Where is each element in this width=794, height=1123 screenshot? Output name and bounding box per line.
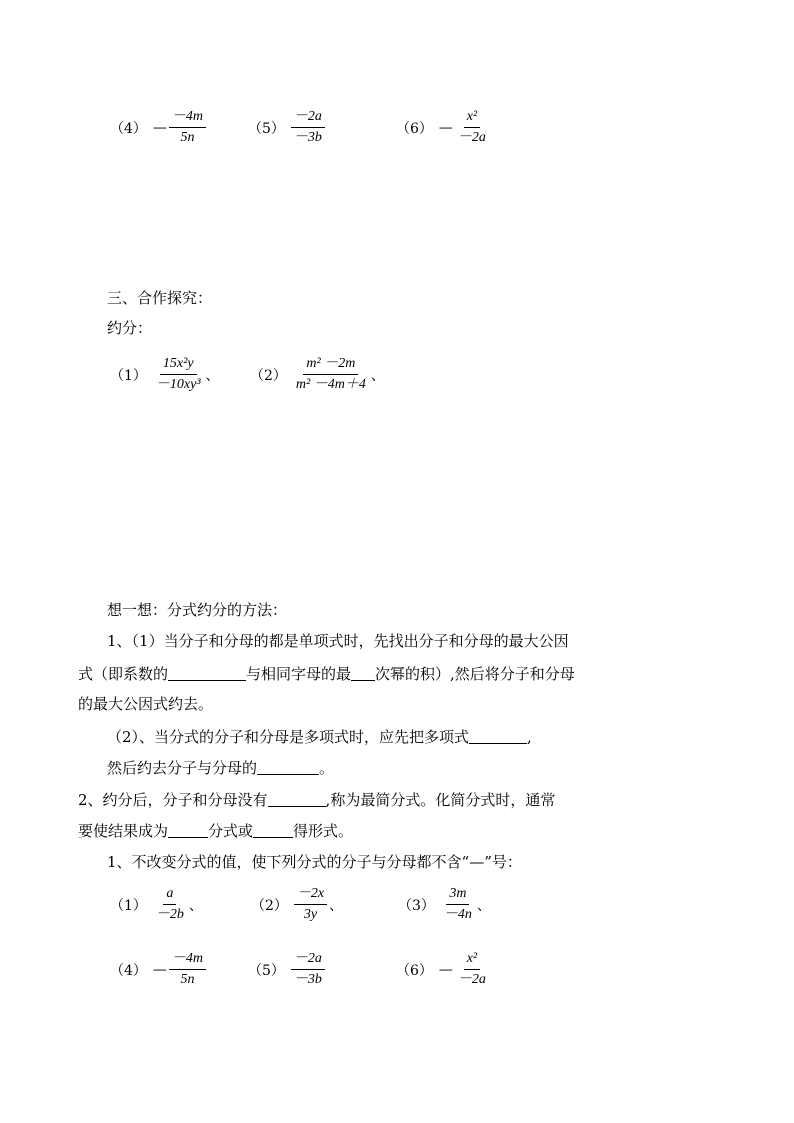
section-heading: 三、合作探究：: [107, 289, 213, 307]
reduce-item-2: [250, 355, 385, 394]
numerator: m² －2m: [303, 355, 358, 375]
text-segment: 次幂的积）,然后将分子和分母: [375, 665, 575, 683]
denominator: m² －4m＋4: [295, 377, 366, 392]
fraction: [293, 355, 369, 394]
numerator: 3m: [446, 885, 469, 905]
denominator: －3b: [293, 130, 322, 145]
numerator: －2a: [291, 950, 325, 970]
numerator: －4m: [169, 950, 206, 970]
negative-sign: —: [152, 961, 167, 978]
section-subheading: 约分：: [107, 319, 153, 337]
text-segment: ,称为最简分式。化简分式时，通常: [325, 791, 556, 809]
item-label: （4）: [110, 962, 147, 979]
method-paragraph-1b: [78, 664, 575, 684]
fraction-item-5: [248, 108, 325, 147]
denominator: 5n: [180, 130, 195, 145]
fill-blank: [469, 729, 527, 744]
fraction: [291, 108, 325, 147]
method-paragraph-2b: [107, 758, 334, 778]
fraction: [153, 355, 204, 394]
fraction: [169, 950, 206, 989]
exercise-item-3: [398, 885, 491, 924]
separator: 、: [329, 897, 344, 914]
numerator: －2a: [291, 108, 325, 128]
exercise-item-5: [248, 950, 325, 989]
fraction: [291, 950, 325, 989]
numerator: x²: [464, 950, 480, 970]
denominator: －3b: [293, 972, 322, 987]
fraction: [441, 885, 475, 924]
fill-blank: [257, 760, 319, 775]
reduce-item-1: [110, 355, 220, 394]
denominator: 3y: [303, 907, 318, 922]
negative-sign: —: [152, 119, 167, 136]
numerator: －2x: [294, 885, 327, 905]
fill-blank: [168, 666, 246, 681]
numerator: 15x²y: [160, 355, 197, 375]
method-paragraph-1c: 的最大公因式约去。: [78, 695, 214, 713]
text-segment: 。: [319, 759, 335, 777]
text-segment: 得形式。: [293, 822, 354, 840]
fill-blank: [168, 823, 208, 838]
text-segment: ,: [527, 728, 532, 746]
fraction: [455, 108, 489, 147]
think-title: 想一想：分式约分的方法：: [107, 601, 288, 619]
fill-blank: [253, 823, 293, 838]
item-label: （2）: [250, 367, 287, 384]
text-segment: 2、约分后，分子和分母没有: [78, 791, 268, 809]
numerator: a: [163, 885, 176, 905]
fraction: [153, 885, 187, 924]
numerator: －4m: [169, 108, 206, 128]
negative-sign: —: [438, 119, 453, 136]
denominator: 5n: [180, 972, 195, 987]
fraction-item-6: [396, 108, 489, 147]
negative-sign: —: [438, 961, 453, 978]
exercise-item-1: [110, 885, 203, 924]
item-label: （1）: [110, 367, 147, 384]
fill-blank: [351, 666, 375, 681]
text-segment: （2）、当分式的分子和分母是多项式时，应先把多项式: [107, 728, 470, 746]
text-segment: 分式或: [208, 822, 254, 840]
denominator: －4n: [443, 907, 472, 922]
fraction: [294, 885, 327, 924]
separator: 、: [370, 367, 385, 384]
item-label: （3）: [398, 897, 435, 914]
method-paragraph-3a: [78, 790, 555, 810]
text-segment: 与相同字母的最: [246, 665, 352, 683]
method-paragraph-3b: [78, 821, 353, 841]
exercise-instruction: 1、不改变分式的值，使下列分式的分子与分母都不含“—”号：: [107, 853, 522, 871]
separator: 、: [205, 367, 220, 384]
denominator: －2a: [457, 972, 486, 987]
denominator: －2b: [155, 907, 184, 922]
separator: 、: [476, 897, 491, 914]
exercise-item-6: [396, 950, 489, 989]
separator: 、: [188, 897, 203, 914]
denominator: －2a: [457, 130, 486, 145]
item-label: （1）: [110, 897, 147, 914]
numerator: x²: [464, 108, 480, 128]
exercise-item-4: [110, 950, 206, 989]
item-label: （5）: [248, 120, 285, 137]
exercise-item-2: [251, 885, 343, 924]
method-paragraph-1a: 1、（1）当分子和分母的都是单项式时，先找出分子和分母的最大公因: [107, 632, 569, 650]
denominator: －10xy³: [155, 377, 201, 392]
item-label: （5）: [248, 962, 285, 979]
method-paragraph-2a: [107, 727, 532, 747]
item-label: （4）: [110, 120, 147, 137]
item-label: （6）: [396, 962, 433, 979]
fraction-item-4: [110, 108, 206, 147]
text-segment: 式（即系数的: [78, 665, 169, 683]
fraction: [169, 108, 206, 147]
text-segment: 要使结果成为: [78, 822, 169, 840]
fill-blank: [268, 792, 326, 807]
text-segment: 然后约去分子与分母的: [107, 759, 258, 777]
item-label: （2）: [251, 897, 288, 914]
item-label: （6）: [396, 120, 433, 137]
fraction: [455, 950, 489, 989]
